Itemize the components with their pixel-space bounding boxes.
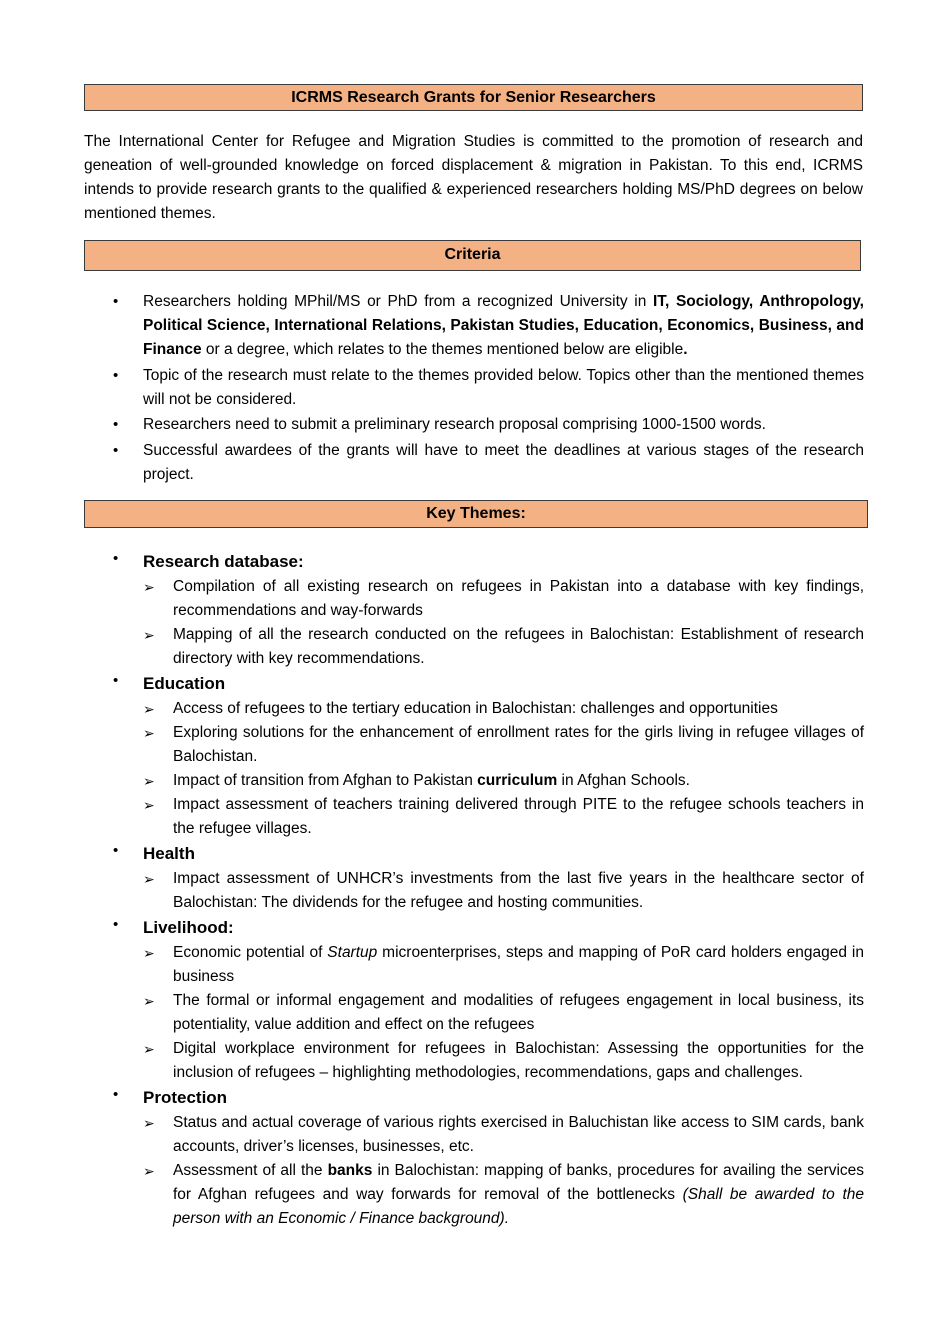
list-item: ➢ Exploring solutions for the enhancement of enrollment rates for the girls living in refugee villages of Balochistan.	[143, 721, 864, 769]
key-themes-banner	[84, 500, 868, 528]
arrow-icon: ➢	[143, 1115, 155, 1131]
intro-paragraph: The International Center for Refugee and Migration Studies is committed to the promotion of research and geneation of well-grounded knowledge on forced displacement & migration in Pakistan. To this end, ICRMS intends to provide research grants to the qualified & experienced researchers holding MS/PhD degrees on below mentioned themes.	[84, 133, 863, 222]
document-title: ICRMS Research Grants for Senior Researchers	[291, 89, 656, 106]
bullet-icon: •	[113, 1086, 119, 1103]
arrow-icon: ➢	[143, 945, 155, 961]
list-item: ➢ Status and actual coverage of various rights exercised in Baluchistan like access to SIM cards, bank accounts, driver’s licenses, businesses, etc.	[143, 1111, 864, 1159]
sub-list	[143, 867, 864, 915]
list-item: ➢ Access of refugees to the tertiary education in Balochistan: challenges and opportunities	[143, 697, 864, 721]
criteria-item: • Successful awardees of the grants will have to meet the deadlines at various stages of the research project.	[0, 439, 864, 487]
arrow-icon: ➢	[143, 1041, 155, 1057]
criteria-heading: Criteria	[444, 246, 501, 263]
list-item: ➢ Mapping of all the research conducted on the refugees in Balochistan: Establishment of research directory with key recommendations.	[143, 623, 864, 671]
bullet-icon: •	[113, 366, 119, 384]
theme-title: Education	[143, 674, 226, 693]
arrow-icon: ➢	[143, 871, 155, 887]
criteria-item: • Researchers holding MPhil/MS or PhD from a recognized University in IT, Sociology, Anthropology, Political Science, International Relations, Pakistan Studies, Education, Economics, Business, and Finance or a degree, which relates to the themes mentioned below are eligible.	[0, 290, 864, 362]
arrow-icon: ➢	[143, 797, 155, 813]
list-item: ➢ Economic potential of Startup microenterprises, steps and mapping of PoR card holders engaged in business	[143, 941, 864, 989]
theme-title: Research database:	[143, 552, 304, 571]
criteria-list	[0, 290, 864, 488]
bullet-icon: •	[113, 916, 119, 933]
arrow-icon: ➢	[143, 579, 155, 595]
list-item: ➢ Impact assessment of UNHCR’s investments from the last five years in the healthcare sector of Balochistan: The dividends for the refugee and hosting communities.	[143, 867, 864, 915]
list-item: ➢ Impact of transition from Afghan to Pakistan curriculum in Afghan Schools.	[143, 769, 864, 793]
arrow-icon: ➢	[143, 993, 155, 1009]
bullet-icon: •	[113, 416, 119, 433]
theme-title: Livelihood:	[143, 918, 234, 937]
arrow-icon: ➢	[143, 725, 155, 741]
list-item: ➢ Impact assessment of teachers training delivered through PITE to the refugee schools teachers in the refugee villages.	[143, 793, 864, 841]
theme-protection	[0, 1085, 864, 1231]
title-banner	[84, 84, 863, 111]
sub-list	[143, 1111, 864, 1231]
theme-title: Health	[143, 844, 195, 863]
themes-list	[0, 549, 864, 1231]
bullet-icon: •	[113, 550, 119, 567]
criteria-item: • Researchers need to submit a preliminary research proposal comprising 1000-1500 words.	[0, 413, 864, 437]
sub-list	[143, 697, 864, 841]
criteria-item: • Topic of the research must relate to the themes provided below. Topics other than the mentioned themes will not be considered.	[0, 364, 864, 412]
sub-list	[143, 575, 864, 671]
theme-title: Protection	[143, 1088, 228, 1107]
bullet-icon: •	[113, 672, 119, 689]
theme-health	[0, 841, 864, 915]
sub-list	[143, 941, 864, 1085]
theme-research-database	[0, 549, 864, 671]
list-item: ➢ Compilation of all existing research on refugees in Pakistan into a database with key findings, recommendations and way-forwards	[143, 575, 864, 623]
bullet-icon: •	[113, 293, 119, 310]
theme-education	[0, 671, 864, 841]
theme-livelihood	[0, 915, 864, 1085]
list-item: ➢ Digital workplace environment for refugees in Balochistan: Assessing the opportunities for the inclusion of refugees – highlighting methodologies, recommendations, gaps and challenges.	[143, 1037, 864, 1085]
criteria-banner	[84, 240, 861, 271]
key-themes-heading: Key Themes:	[426, 505, 526, 522]
bullet-icon: •	[113, 441, 119, 459]
list-item: ➢ The formal or informal engagement and modalities of refugees engagement in local business, its potentiality, value addition and effect on the refugees	[143, 989, 864, 1037]
arrow-icon: ➢	[143, 701, 155, 717]
bullet-icon: •	[113, 842, 119, 859]
list-item: ➢ Assessment of all the banks in Balochistan: mapping of banks, procedures for availing the services for Afghan refugees and way forwards for removal of the bottlenecks (Shall be awarded to the person with an Economic / Finance background).	[143, 1159, 864, 1231]
arrow-icon: ➢	[143, 1163, 155, 1179]
arrow-icon: ➢	[143, 773, 155, 789]
arrow-icon: ➢	[143, 627, 155, 643]
